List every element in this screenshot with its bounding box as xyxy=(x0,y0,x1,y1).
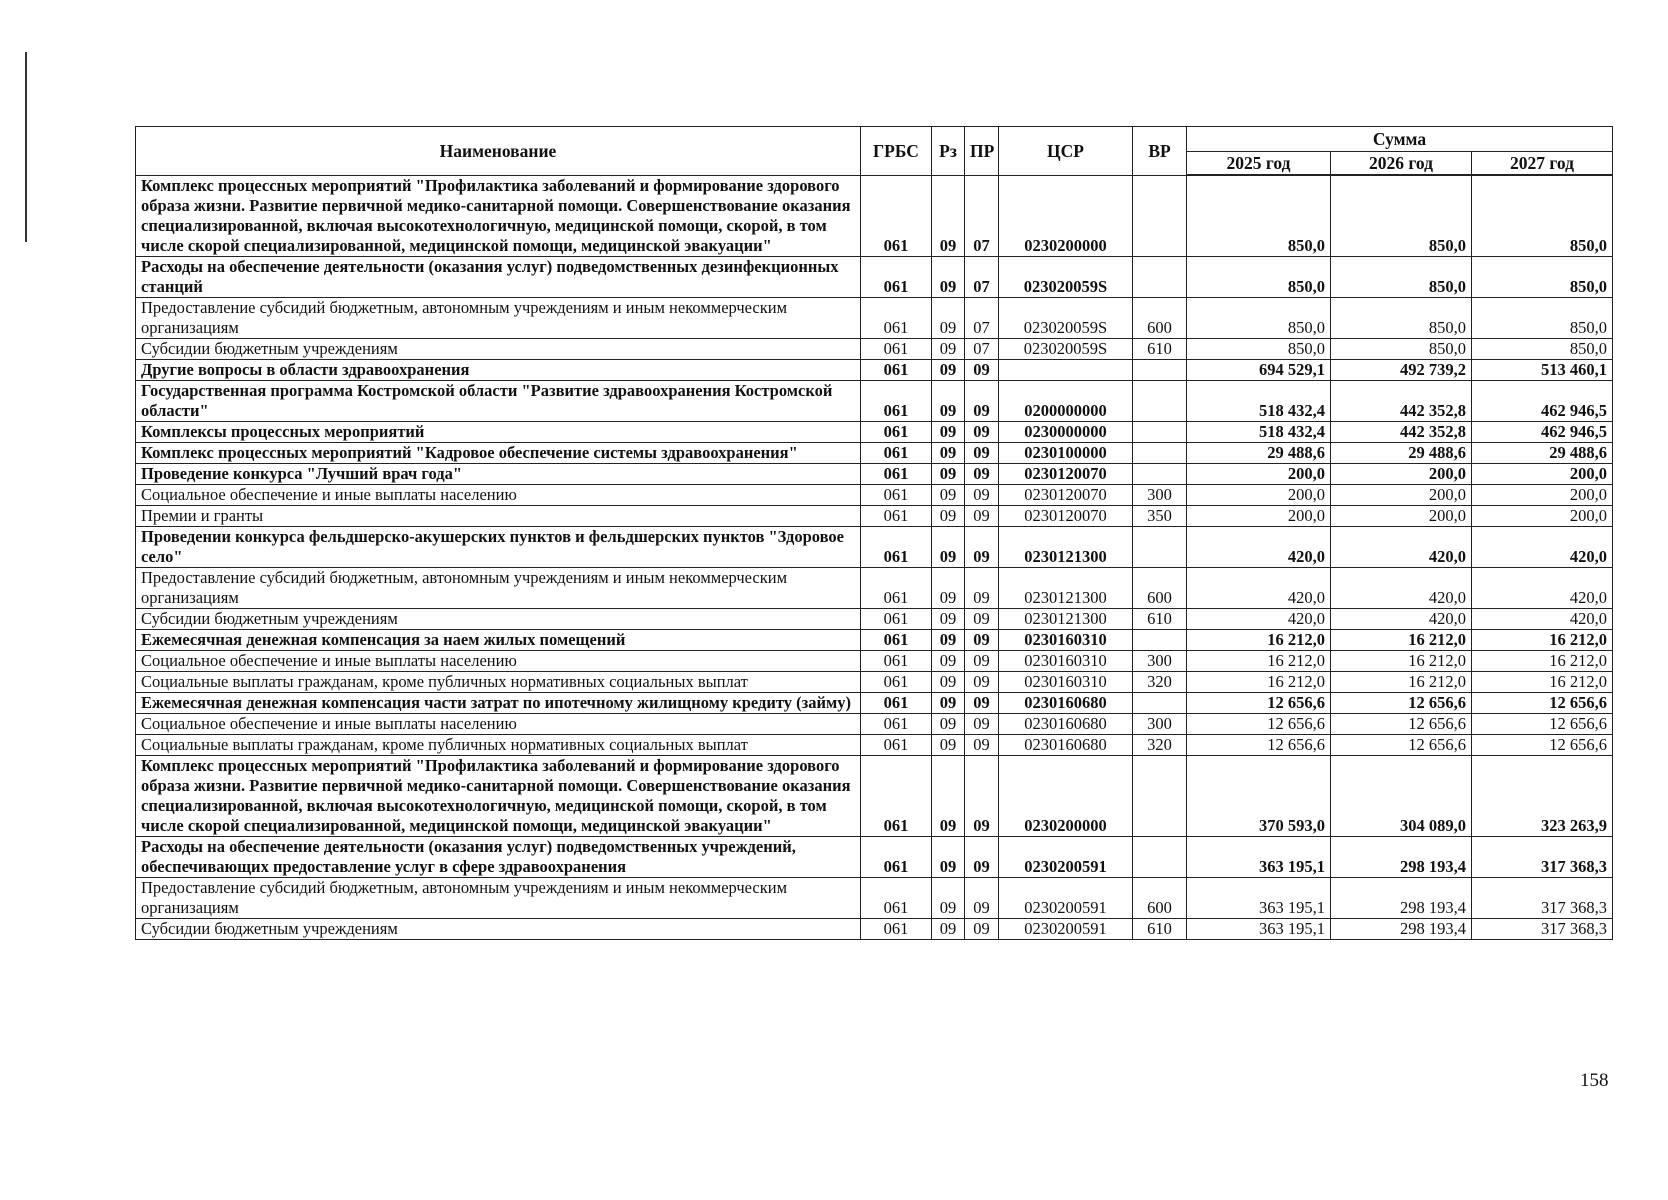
cell-pr: 09 xyxy=(965,713,999,734)
cell-grbs: 061 xyxy=(861,918,932,939)
cell-pr: 07 xyxy=(965,338,999,359)
cell-2026: 442 352,8 xyxy=(1331,421,1472,442)
cell-vr xyxy=(1133,380,1187,421)
cell-2025: 518 432,4 xyxy=(1187,421,1331,442)
cell-vr: 300 xyxy=(1133,650,1187,671)
cell-csr: 0230200000 xyxy=(999,755,1133,836)
cell-grbs: 061 xyxy=(861,421,932,442)
cell-vr: 600 xyxy=(1133,877,1187,918)
cell-vr: 600 xyxy=(1133,567,1187,608)
cell-name: Социальные выплаты гражданам, кроме публичных нормативных социальных выплат xyxy=(136,671,861,692)
cell-grbs: 061 xyxy=(861,608,932,629)
table-row xyxy=(136,692,1613,713)
cell-2027: 850,0 xyxy=(1472,338,1613,359)
cell-2025: 200,0 xyxy=(1187,505,1331,526)
cell-csr: 023020059S xyxy=(999,338,1133,359)
table-row xyxy=(136,918,1613,939)
cell-csr xyxy=(999,359,1133,380)
cell-grbs: 061 xyxy=(861,484,932,505)
cell-2026: 492 739,2 xyxy=(1331,359,1472,380)
cell-grbs: 061 xyxy=(861,505,932,526)
cell-2027: 29 488,6 xyxy=(1472,442,1613,463)
cell-name: Социальное обеспечение и иные выплаты населению xyxy=(136,650,861,671)
table-row xyxy=(136,629,1613,650)
cell-rz: 09 xyxy=(932,650,965,671)
cell-vr: 300 xyxy=(1133,484,1187,505)
cell-csr: 0230121300 xyxy=(999,567,1133,608)
cell-grbs: 061 xyxy=(861,671,932,692)
cell-rz: 09 xyxy=(932,692,965,713)
cell-vr xyxy=(1133,463,1187,484)
cell-2025: 370 593,0 xyxy=(1187,755,1331,836)
cell-2025: 16 212,0 xyxy=(1187,629,1331,650)
header-2026: 2026 год xyxy=(1331,152,1472,176)
cell-rz: 09 xyxy=(932,380,965,421)
table-row xyxy=(136,175,1613,256)
cell-rz: 09 xyxy=(932,526,965,567)
cell-2026: 298 193,4 xyxy=(1331,877,1472,918)
cell-vr xyxy=(1133,526,1187,567)
cell-2026: 12 656,6 xyxy=(1331,734,1472,755)
cell-rz: 09 xyxy=(932,338,965,359)
cell-vr: 610 xyxy=(1133,918,1187,939)
cell-pr: 09 xyxy=(965,650,999,671)
cell-grbs: 061 xyxy=(861,836,932,877)
cell-2025: 420,0 xyxy=(1187,567,1331,608)
cell-name: Предоставление субсидий бюджетным, автономным учреждениям и иным некоммерческим организациям xyxy=(136,567,861,608)
cell-pr: 09 xyxy=(965,380,999,421)
cell-pr: 09 xyxy=(965,421,999,442)
cell-pr: 09 xyxy=(965,608,999,629)
cell-csr: 0230000000 xyxy=(999,421,1133,442)
cell-2026: 442 352,8 xyxy=(1331,380,1472,421)
header-grbs: ГРБС xyxy=(861,127,932,176)
cell-grbs: 061 xyxy=(861,734,932,755)
cell-csr: 0230120070 xyxy=(999,484,1133,505)
cell-2025: 850,0 xyxy=(1187,256,1331,297)
cell-grbs: 061 xyxy=(861,442,932,463)
cell-pr: 09 xyxy=(965,567,999,608)
cell-name: Ежемесячная денежная компенсация части затрат по ипотечному жилищному кредиту (займу) xyxy=(136,692,861,713)
cell-vr: 610 xyxy=(1133,608,1187,629)
header-vr: ВР xyxy=(1133,127,1187,176)
cell-2025: 200,0 xyxy=(1187,463,1331,484)
cell-pr: 09 xyxy=(965,359,999,380)
cell-2027: 317 368,3 xyxy=(1472,836,1613,877)
cell-2027: 513 460,1 xyxy=(1472,359,1613,380)
cell-name: Расходы на обеспечение деятельности (оказания услуг) подведомственных учреждений, обеспечивающих предоставление услуг в сфере здравоохранения xyxy=(136,836,861,877)
cell-rz: 09 xyxy=(932,256,965,297)
cell-2025: 363 195,1 xyxy=(1187,918,1331,939)
header-2025: 2025 год xyxy=(1187,152,1331,176)
table-row xyxy=(136,877,1613,918)
cell-grbs: 061 xyxy=(861,713,932,734)
cell-name: Субсидии бюджетным учреждениям xyxy=(136,338,861,359)
cell-name: Предоставление субсидий бюджетным, автономным учреждениям и иным некоммерческим организациям xyxy=(136,297,861,338)
cell-name: Предоставление субсидий бюджетным, автономным учреждениям и иным некоммерческим организациям xyxy=(136,877,861,918)
cell-2027: 420,0 xyxy=(1472,567,1613,608)
cell-2025: 16 212,0 xyxy=(1187,650,1331,671)
cell-csr: 0230160310 xyxy=(999,671,1133,692)
header-pr: ПР xyxy=(965,127,999,176)
cell-csr: 0230121300 xyxy=(999,608,1133,629)
cell-vr xyxy=(1133,692,1187,713)
cell-2026: 420,0 xyxy=(1331,526,1472,567)
cell-name: Расходы на обеспечение деятельности (оказания услуг) подведомственных дезинфекционных станций xyxy=(136,256,861,297)
header-sum: Сумма xyxy=(1187,127,1613,152)
header-csr: ЦСР xyxy=(999,127,1133,176)
cell-name: Социальное обеспечение и иные выплаты населению xyxy=(136,484,861,505)
cell-rz: 09 xyxy=(932,629,965,650)
page-number: 158 xyxy=(1580,1070,1609,1091)
cell-csr: 023020059S xyxy=(999,256,1133,297)
cell-pr: 09 xyxy=(965,463,999,484)
cell-2026: 850,0 xyxy=(1331,297,1472,338)
cell-name: Ежемесячная денежная компенсация за наем жилых помещений xyxy=(136,629,861,650)
cell-2027: 850,0 xyxy=(1472,256,1613,297)
cell-2026: 200,0 xyxy=(1331,463,1472,484)
table-row xyxy=(136,734,1613,755)
cell-rz: 09 xyxy=(932,671,965,692)
cell-2025: 850,0 xyxy=(1187,175,1331,256)
cell-rz: 09 xyxy=(932,877,965,918)
cell-pr: 07 xyxy=(965,175,999,256)
cell-2027: 462 946,5 xyxy=(1472,421,1613,442)
cell-pr: 09 xyxy=(965,526,999,567)
cell-csr: 023020059S xyxy=(999,297,1133,338)
cell-pr: 09 xyxy=(965,692,999,713)
cell-csr: 0230160310 xyxy=(999,629,1133,650)
table-row xyxy=(136,256,1613,297)
cell-2027: 420,0 xyxy=(1472,526,1613,567)
table-row xyxy=(136,567,1613,608)
cell-2027: 323 263,9 xyxy=(1472,755,1613,836)
cell-pr: 09 xyxy=(965,836,999,877)
cell-2026: 420,0 xyxy=(1331,567,1472,608)
cell-rz: 09 xyxy=(932,463,965,484)
cell-pr: 09 xyxy=(965,484,999,505)
cell-csr: 0230120070 xyxy=(999,463,1133,484)
table-body xyxy=(136,175,1613,939)
cell-vr xyxy=(1133,175,1187,256)
cell-rz: 09 xyxy=(932,359,965,380)
margin-line xyxy=(25,52,27,242)
cell-csr: 0230121300 xyxy=(999,526,1133,567)
table-row xyxy=(136,671,1613,692)
budget-table xyxy=(135,126,1613,940)
cell-csr: 0230200591 xyxy=(999,877,1133,918)
cell-rz: 09 xyxy=(932,442,965,463)
cell-rz: 09 xyxy=(932,297,965,338)
cell-2027: 200,0 xyxy=(1472,505,1613,526)
cell-2025: 12 656,6 xyxy=(1187,713,1331,734)
cell-2025: 16 212,0 xyxy=(1187,671,1331,692)
cell-csr: 0230200591 xyxy=(999,836,1133,877)
cell-grbs: 061 xyxy=(861,526,932,567)
cell-vr: 320 xyxy=(1133,734,1187,755)
cell-vr xyxy=(1133,755,1187,836)
cell-pr: 09 xyxy=(965,755,999,836)
cell-2027: 16 212,0 xyxy=(1472,650,1613,671)
table-row xyxy=(136,755,1613,836)
cell-2025: 363 195,1 xyxy=(1187,877,1331,918)
cell-pr: 09 xyxy=(965,505,999,526)
cell-name: Комплекс процессных мероприятий "Профилактика заболеваний и формирование здорового образа жизни. Развитие первичной медико-санитарной помощи. Совершенствование оказания специализированной, включая высокотехнологичную, медицинской помощи, скорой, в том числе скорой специализированной, медицинской помощи, медицинской эвакуации" xyxy=(136,175,861,256)
cell-name: Субсидии бюджетным учреждениям xyxy=(136,608,861,629)
cell-csr: 0230160680 xyxy=(999,692,1133,713)
table-row xyxy=(136,650,1613,671)
table-header xyxy=(136,127,1613,176)
cell-2025: 518 432,4 xyxy=(1187,380,1331,421)
cell-vr: 300 xyxy=(1133,713,1187,734)
cell-rz: 09 xyxy=(932,755,965,836)
table-row xyxy=(136,421,1613,442)
cell-pr: 09 xyxy=(965,918,999,939)
cell-csr: 0230120070 xyxy=(999,505,1133,526)
table-row xyxy=(136,442,1613,463)
cell-csr: 0230200000 xyxy=(999,175,1133,256)
cell-pr: 09 xyxy=(965,629,999,650)
cell-rz: 09 xyxy=(932,505,965,526)
cell-grbs: 061 xyxy=(861,567,932,608)
cell-2026: 12 656,6 xyxy=(1331,692,1472,713)
cell-2026: 420,0 xyxy=(1331,608,1472,629)
cell-2027: 16 212,0 xyxy=(1472,629,1613,650)
table-row xyxy=(136,713,1613,734)
cell-csr: 0200000000 xyxy=(999,380,1133,421)
cell-2025: 850,0 xyxy=(1187,297,1331,338)
cell-2027: 200,0 xyxy=(1472,484,1613,505)
cell-pr: 07 xyxy=(965,297,999,338)
cell-vr xyxy=(1133,836,1187,877)
cell-rz: 09 xyxy=(932,608,965,629)
cell-pr: 09 xyxy=(965,442,999,463)
table-row xyxy=(136,836,1613,877)
table-row xyxy=(136,505,1613,526)
cell-grbs: 061 xyxy=(861,338,932,359)
table-row xyxy=(136,380,1613,421)
cell-2025: 420,0 xyxy=(1187,608,1331,629)
cell-2026: 16 212,0 xyxy=(1331,671,1472,692)
cell-2026: 200,0 xyxy=(1331,484,1472,505)
cell-vr xyxy=(1133,359,1187,380)
cell-2026: 29 488,6 xyxy=(1331,442,1472,463)
cell-pr: 09 xyxy=(965,877,999,918)
cell-2025: 363 195,1 xyxy=(1187,836,1331,877)
cell-grbs: 061 xyxy=(861,629,932,650)
cell-2026: 298 193,4 xyxy=(1331,836,1472,877)
cell-2027: 200,0 xyxy=(1472,463,1613,484)
cell-2026: 16 212,0 xyxy=(1331,650,1472,671)
cell-csr: 0230160310 xyxy=(999,650,1133,671)
cell-2027: 12 656,6 xyxy=(1472,713,1613,734)
cell-rz: 09 xyxy=(932,713,965,734)
cell-rz: 09 xyxy=(932,421,965,442)
cell-grbs: 061 xyxy=(861,380,932,421)
cell-2027: 12 656,6 xyxy=(1472,734,1613,755)
table-row xyxy=(136,526,1613,567)
table-row xyxy=(136,463,1613,484)
cell-csr: 0230160680 xyxy=(999,734,1133,755)
cell-2025: 420,0 xyxy=(1187,526,1331,567)
cell-2027: 16 212,0 xyxy=(1472,671,1613,692)
cell-rz: 09 xyxy=(932,836,965,877)
cell-2025: 850,0 xyxy=(1187,338,1331,359)
cell-2025: 200,0 xyxy=(1187,484,1331,505)
cell-grbs: 061 xyxy=(861,256,932,297)
cell-2026: 200,0 xyxy=(1331,505,1472,526)
cell-2027: 462 946,5 xyxy=(1472,380,1613,421)
cell-grbs: 061 xyxy=(861,359,932,380)
cell-2027: 317 368,3 xyxy=(1472,877,1613,918)
cell-2026: 12 656,6 xyxy=(1331,713,1472,734)
cell-pr: 07 xyxy=(965,256,999,297)
cell-vr xyxy=(1133,421,1187,442)
cell-csr: 0230160680 xyxy=(999,713,1133,734)
cell-grbs: 061 xyxy=(861,755,932,836)
cell-rz: 09 xyxy=(932,918,965,939)
table-row xyxy=(136,297,1613,338)
cell-vr xyxy=(1133,442,1187,463)
cell-vr: 350 xyxy=(1133,505,1187,526)
cell-2026: 16 212,0 xyxy=(1331,629,1472,650)
cell-2027: 420,0 xyxy=(1472,608,1613,629)
cell-vr xyxy=(1133,256,1187,297)
cell-2026: 850,0 xyxy=(1331,338,1472,359)
cell-grbs: 061 xyxy=(861,175,932,256)
cell-name: Другие вопросы в области здравоохранения xyxy=(136,359,861,380)
header-rz: Рз xyxy=(932,127,965,176)
cell-2027: 12 656,6 xyxy=(1472,692,1613,713)
table-row xyxy=(136,608,1613,629)
cell-name: Проведение конкурса "Лучший врач года" xyxy=(136,463,861,484)
cell-2026: 298 193,4 xyxy=(1331,918,1472,939)
cell-name: Государственная программа Костромской области "Развитие здравоохранения Костромской области" xyxy=(136,380,861,421)
cell-vr: 320 xyxy=(1133,671,1187,692)
cell-name: Комплексы процессных мероприятий xyxy=(136,421,861,442)
cell-grbs: 061 xyxy=(861,297,932,338)
table-row xyxy=(136,484,1613,505)
cell-vr: 600 xyxy=(1133,297,1187,338)
cell-name: Субсидии бюджетным учреждениям xyxy=(136,918,861,939)
cell-pr: 09 xyxy=(965,671,999,692)
cell-csr: 0230100000 xyxy=(999,442,1133,463)
cell-2026: 850,0 xyxy=(1331,256,1472,297)
cell-name: Социальные выплаты гражданам, кроме публичных нормативных социальных выплат xyxy=(136,734,861,755)
cell-2026: 304 089,0 xyxy=(1331,755,1472,836)
cell-vr: 610 xyxy=(1133,338,1187,359)
table-row xyxy=(136,338,1613,359)
header-name: Наименование xyxy=(136,127,861,176)
table-row xyxy=(136,359,1613,380)
cell-2026: 850,0 xyxy=(1331,175,1472,256)
cell-2027: 850,0 xyxy=(1472,175,1613,256)
cell-rz: 09 xyxy=(932,734,965,755)
cell-name: Премии и гранты xyxy=(136,505,861,526)
cell-name: Социальное обеспечение и иные выплаты населению xyxy=(136,713,861,734)
cell-2025: 12 656,6 xyxy=(1187,734,1331,755)
cell-2025: 694 529,1 xyxy=(1187,359,1331,380)
cell-2025: 29 488,6 xyxy=(1187,442,1331,463)
header-2027: 2027 год xyxy=(1472,152,1613,176)
cell-name: Комплекс процессных мероприятий "Профилактика заболеваний и формирование здорового образа жизни. Развитие первичной медико-санитарной помощи. Совершенствование оказания специализированной, включая высокотехнологичную, медицинской помощи, скорой, в том числе скорой специализированной, медицинской помощи, медицинской эвакуации" xyxy=(136,755,861,836)
cell-csr: 0230200591 xyxy=(999,918,1133,939)
cell-name: Комплекс процессных мероприятий "Кадровое обеспечение системы здравоохранения" xyxy=(136,442,861,463)
cell-grbs: 061 xyxy=(861,692,932,713)
cell-rz: 09 xyxy=(932,567,965,608)
cell-grbs: 061 xyxy=(861,650,932,671)
cell-grbs: 061 xyxy=(861,877,932,918)
cell-2025: 12 656,6 xyxy=(1187,692,1331,713)
cell-name: Проведении конкурса фельдшерско-акушерских пунктов и фельдшерских пунктов "Здоровое село" xyxy=(136,526,861,567)
cell-2027: 317 368,3 xyxy=(1472,918,1613,939)
cell-vr xyxy=(1133,629,1187,650)
cell-pr: 09 xyxy=(965,734,999,755)
cell-grbs: 061 xyxy=(861,463,932,484)
cell-2027: 850,0 xyxy=(1472,297,1613,338)
cell-rz: 09 xyxy=(932,175,965,256)
cell-rz: 09 xyxy=(932,484,965,505)
